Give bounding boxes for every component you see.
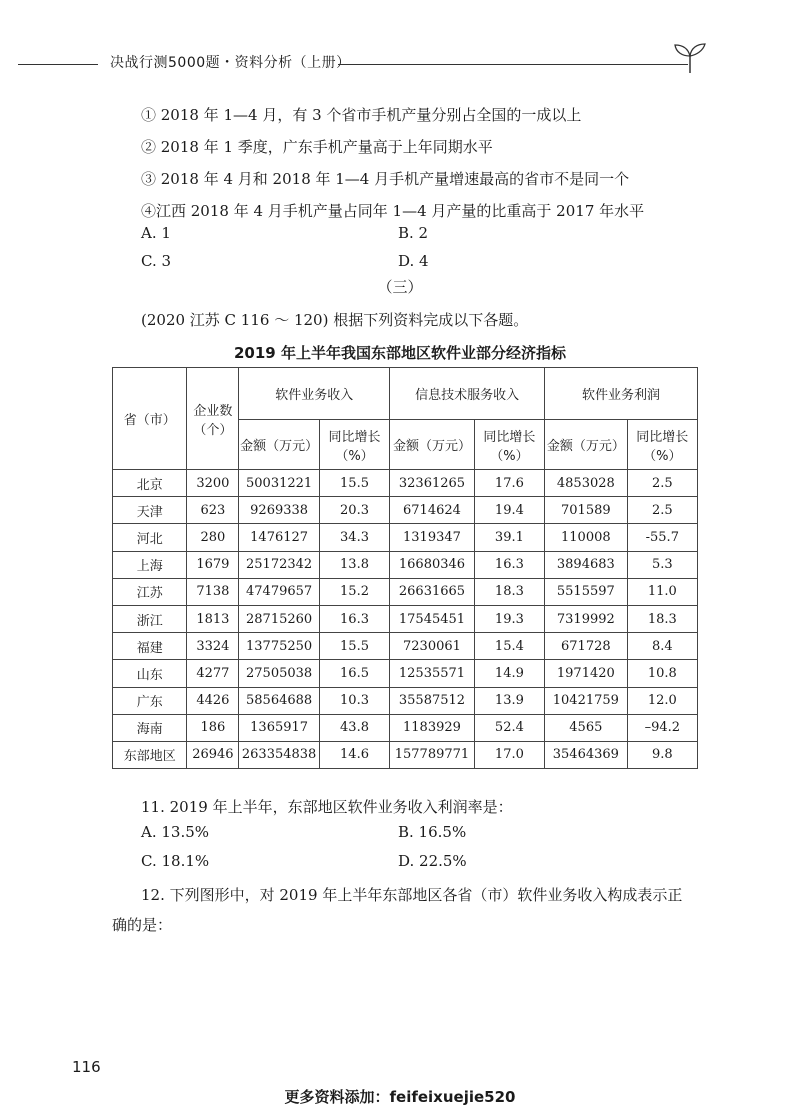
option-b: B. 2 xyxy=(398,224,429,242)
table-cell: 186 xyxy=(187,714,239,741)
table-cell: 39.1 xyxy=(474,524,544,551)
statement-1: ① 2018 年 1—4 月，有 3 个省市手机产量分别占全国的一成以上 xyxy=(141,106,582,124)
table-cell: 7230061 xyxy=(390,633,475,660)
table-cell: 1183929 xyxy=(390,714,475,741)
header-amount: 金额（万元） xyxy=(545,420,628,470)
table-title: 2019 年上半年我国东部地区软件业部分经济指标 xyxy=(234,344,566,362)
table-cell: 32361265 xyxy=(390,470,475,497)
table-cell: 35587512 xyxy=(390,687,475,714)
table-cell: 58564688 xyxy=(239,687,320,714)
table-cell: 263354838 xyxy=(239,741,320,768)
table-cell: 25172342 xyxy=(239,551,320,578)
data-table xyxy=(112,367,698,769)
table-cell: 6714624 xyxy=(390,497,475,524)
table-cell: 16680346 xyxy=(390,551,475,578)
table-cell: 9269338 xyxy=(239,497,320,524)
table-cell: 110008 xyxy=(545,524,628,551)
table-row xyxy=(113,470,698,497)
table-cell: 701589 xyxy=(545,497,628,524)
table-cell: 671728 xyxy=(545,633,628,660)
table-cell: 4277 xyxy=(187,660,239,687)
option-c: C. 3 xyxy=(141,252,172,270)
table-row-total xyxy=(113,741,698,768)
table-row xyxy=(113,605,698,632)
header-profit: 软件业务利润 xyxy=(545,368,698,420)
table-cell: 14.6 xyxy=(319,741,389,768)
statement-3: ③ 2018 年 4 月和 2018 年 1—4 月手机产量增速最高的省市不是同一个 xyxy=(141,170,630,188)
table-cell: 14.9 xyxy=(474,660,544,687)
table-cell: 4853028 xyxy=(545,470,628,497)
table-cell: 1365917 xyxy=(239,714,320,741)
table-cell: 上海 xyxy=(113,551,187,578)
table-cell: 157789771 xyxy=(390,741,475,768)
header-it-revenue: 信息技术服务收入 xyxy=(390,368,545,420)
table-cell: 河北 xyxy=(113,524,187,551)
table-cell: 7138 xyxy=(187,578,239,605)
table-cell: 1319347 xyxy=(390,524,475,551)
table-cell: 18.3 xyxy=(474,578,544,605)
table-cell: 15.2 xyxy=(319,578,389,605)
table-cell: 3324 xyxy=(187,633,239,660)
table-cell: 52.4 xyxy=(474,714,544,741)
table-cell: 15.5 xyxy=(319,633,389,660)
table-cell: 12535571 xyxy=(390,660,475,687)
header-software-revenue: 软件业务收入 xyxy=(239,368,390,420)
table-cell: 26631665 xyxy=(390,578,475,605)
option-d: D. 4 xyxy=(398,252,429,270)
table-cell: 19.3 xyxy=(474,605,544,632)
table-cell: 3200 xyxy=(187,470,239,497)
intro-text: (2020 江苏 C 116 ～ 120) 根据下列资料完成以下各题。 xyxy=(141,311,529,329)
header-amount: 金额（万元） xyxy=(239,420,320,470)
table-cell: 1971420 xyxy=(545,660,628,687)
header-province: 省（市） xyxy=(113,368,187,470)
question-11-stem: 11. 2019 年上半年，东部地区软件业务收入利润率是： xyxy=(141,798,513,816)
table-cell: 28715260 xyxy=(239,605,320,632)
table-cell: 17545451 xyxy=(390,605,475,632)
option-a: A. 1 xyxy=(141,224,171,242)
table-cell: 11.0 xyxy=(627,578,697,605)
table-cell: 47479657 xyxy=(239,578,320,605)
table-cell: 17.0 xyxy=(474,741,544,768)
table-cell: 50031221 xyxy=(239,470,320,497)
table-cell: 18.3 xyxy=(627,605,697,632)
table-cell: 17.6 xyxy=(474,470,544,497)
table-cell: 27505038 xyxy=(239,660,320,687)
table-cell: 13.9 xyxy=(474,687,544,714)
table-cell: 天津 xyxy=(113,497,187,524)
table-cell: 8.4 xyxy=(627,633,697,660)
table-cell: 5515597 xyxy=(545,578,628,605)
table-row xyxy=(113,497,698,524)
header-growth: 同比增长（%） xyxy=(319,420,389,470)
q11-option-b: B. 16.5% xyxy=(398,823,467,841)
statement-4: ④江西 2018 年 4 月手机产量占同年 1—4 月产量的比重高于 2017 年水平 xyxy=(141,202,645,220)
table-cell: 山东 xyxy=(113,660,187,687)
table-cell: 13775250 xyxy=(239,633,320,660)
statement-2: ② 2018 年 1 季度，广东手机产量高于上年同期水平 xyxy=(141,138,493,156)
table-cell: –94.2 xyxy=(627,714,697,741)
table-cell: 10.3 xyxy=(319,687,389,714)
table-cell: 广东 xyxy=(113,687,187,714)
header-count: 企业数（个） xyxy=(187,368,239,470)
table-cell: -55.7 xyxy=(627,524,697,551)
table-cell: 16.3 xyxy=(319,605,389,632)
table-cell: 13.8 xyxy=(319,551,389,578)
header-growth: 同比增长（%） xyxy=(474,420,544,470)
table-row xyxy=(113,633,698,660)
page-number: 116 xyxy=(72,1058,101,1076)
table-cell: 江苏 xyxy=(113,578,187,605)
table-row xyxy=(113,524,698,551)
table-row xyxy=(113,578,698,605)
table-cell: 280 xyxy=(187,524,239,551)
table-cell: 1679 xyxy=(187,551,239,578)
table-cell: 10421759 xyxy=(545,687,628,714)
table-cell: 623 xyxy=(187,497,239,524)
table-cell: 34.3 xyxy=(319,524,389,551)
table-row xyxy=(113,551,698,578)
header-growth: 同比增长（%） xyxy=(627,420,697,470)
table-cell: 5.3 xyxy=(627,551,697,578)
sprout-icon xyxy=(672,42,708,74)
table-cell: 1813 xyxy=(187,605,239,632)
table-row xyxy=(113,687,698,714)
table-cell: 2.5 xyxy=(627,497,697,524)
table-cell: 16.3 xyxy=(474,551,544,578)
table-cell: 9.8 xyxy=(627,741,697,768)
table-row xyxy=(113,660,698,687)
table-cell: 1476127 xyxy=(239,524,320,551)
table-cell: 3894683 xyxy=(545,551,628,578)
table-cell: 26946 xyxy=(187,741,239,768)
table-cell: 15.4 xyxy=(474,633,544,660)
table-cell: 43.8 xyxy=(319,714,389,741)
table-cell: 35464369 xyxy=(545,741,628,768)
table-cell: 19.4 xyxy=(474,497,544,524)
q11-option-d: D. 22.5% xyxy=(398,852,467,870)
question-12-line2: 确的是： xyxy=(112,916,173,934)
table-cell: 北京 xyxy=(113,470,187,497)
running-header xyxy=(0,48,800,78)
table-row xyxy=(113,714,698,741)
table-cell: 东部地区 xyxy=(113,741,187,768)
header-rule-left xyxy=(18,64,98,65)
table-cell: 海南 xyxy=(113,714,187,741)
table-cell: 20.3 xyxy=(319,497,389,524)
table-cell: 16.5 xyxy=(319,660,389,687)
header-title: 决战行测5000题・资料分析（上册） xyxy=(110,55,351,71)
question-12-line1: 12. 下列图形中，对 2019 年上半年东部地区各省（市）软件业务收入构成表示正 xyxy=(141,886,683,904)
header-rule-right xyxy=(338,64,688,65)
table-cell: 浙江 xyxy=(113,605,187,632)
table-cell: 15.5 xyxy=(319,470,389,497)
section-label: （三） xyxy=(377,278,423,296)
table-cell: 4565 xyxy=(545,714,628,741)
header-amount: 金额（万元） xyxy=(390,420,475,470)
q11-option-a: A. 13.5% xyxy=(141,823,210,841)
table-cell: 10.8 xyxy=(627,660,697,687)
table-cell: 福建 xyxy=(113,633,187,660)
table-cell: 12.0 xyxy=(627,687,697,714)
table-cell: 4426 xyxy=(187,687,239,714)
table-cell: 2.5 xyxy=(627,470,697,497)
footer-note: 更多资料添加：feifeixuejie520 xyxy=(284,1088,516,1106)
q11-option-c: C. 18.1% xyxy=(141,852,210,870)
table-cell: 7319992 xyxy=(545,605,628,632)
